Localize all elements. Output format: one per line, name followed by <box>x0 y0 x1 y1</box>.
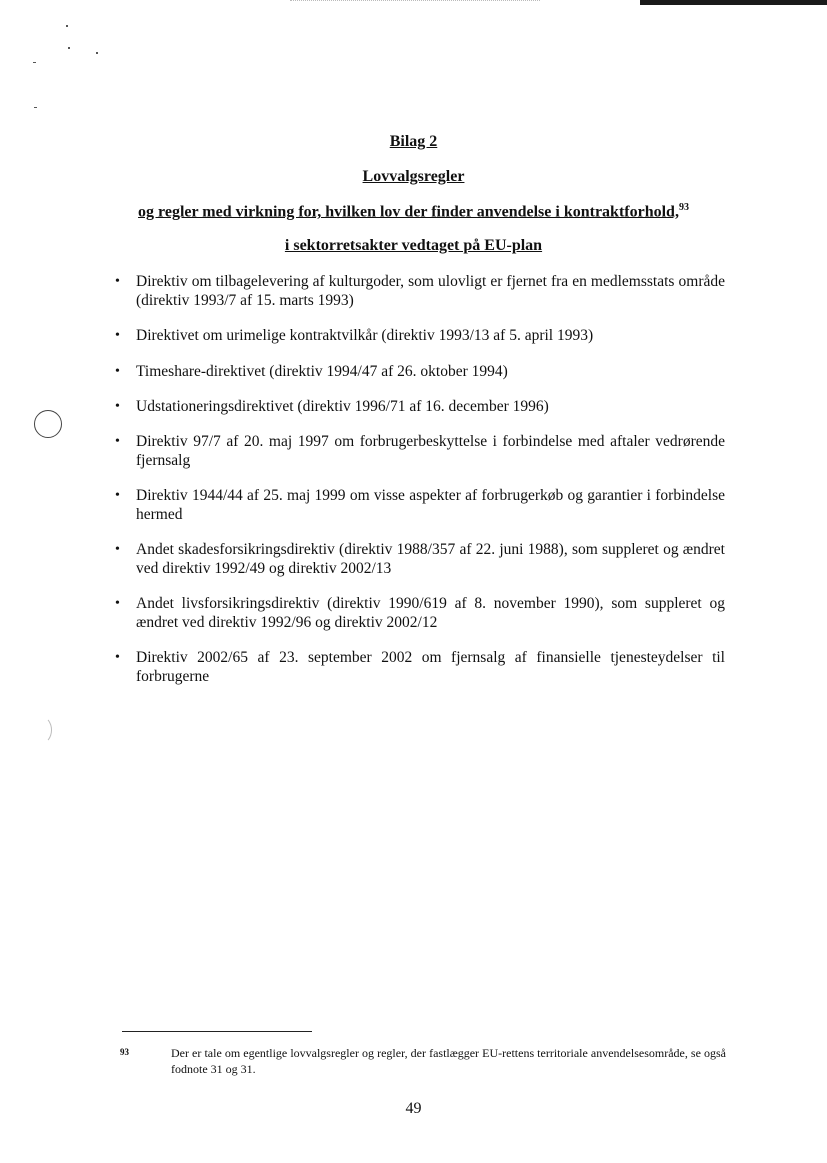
footnote-text: Der er tale om egentlige lovvalgsregler og regler, der fastlægger EU-rettens territoriale anvendelsesområde, se også fodnote 31 og 31. <box>171 1046 726 1076</box>
list-item-text: Direktiv 97/7 af 20. maj 1997 om forbrugerbeskyttelse i forbindelse med aftaler vedrørende fjernsalg <box>136 433 725 469</box>
bullet-icon: • <box>115 596 120 611</box>
list-item-text: Direktivet om urimelige kontraktvilkår (direktiv 1993/13 af 5. april 1993) <box>136 327 594 344</box>
document-subtitle: Lovvalgsregler <box>362 168 465 185</box>
bullet-icon: • <box>115 399 120 414</box>
punch-hole-shadow <box>30 716 52 744</box>
list-item <box>110 648 725 686</box>
footnote-divider <box>122 1031 312 1032</box>
scan-speck <box>66 25 68 27</box>
scan-noise <box>290 0 540 2</box>
list-item-text: Direktiv om tilbagelevering af kulturgoder, som ulovligt er fjernet fra en medlemsstats område (direktiv 1993/7 af 15. marts 1993) <box>136 273 725 309</box>
bullet-icon: • <box>115 488 120 503</box>
list-item <box>110 594 725 632</box>
punch-hole-mark <box>34 410 62 438</box>
list-item-text: Direktiv 2002/65 af 23. september 2002 om fjernsalg af finansielle tjenesteydelser til forbrugerne <box>136 649 725 685</box>
footnote-number: 93 <box>120 1047 129 1057</box>
list-item <box>110 486 725 524</box>
directive-list <box>110 268 725 686</box>
scan-edge-mark <box>640 0 827 5</box>
bullet-icon: • <box>115 542 120 557</box>
page-number: 49 <box>405 1100 422 1117</box>
bullet-icon: • <box>115 364 120 379</box>
list-item <box>110 397 725 416</box>
list-item-text: Andet livsforsikringsdirektiv (direktiv 1990/619 af 8. november 1990), som suppleret og ændret ved direktiv 1992/96 og direktiv 2002/12 <box>136 595 725 631</box>
list-item-text: Udstationeringsdirektivet (direktiv 1996/71 af 16. december 1996) <box>136 398 549 415</box>
scan-speck <box>33 62 36 63</box>
list-item <box>110 540 725 578</box>
list-item <box>110 272 725 310</box>
bullet-icon: • <box>115 328 120 343</box>
list-item <box>110 326 725 345</box>
list-item-text: Timeshare-direktivet (direktiv 1994/47 af 26. oktober 1994) <box>136 363 508 380</box>
bullet-icon: • <box>115 434 120 449</box>
footnote-reference: 93 <box>678 202 689 213</box>
list-item-text: Direktiv 1944/44 af 25. maj 1999 om visse aspekter af forbrugerkøb og garantier i forbindelse hermed <box>136 487 725 523</box>
heading-line-4: i sektorretsakter vedtaget på EU-plan <box>284 237 543 254</box>
scan-speck <box>34 107 37 108</box>
scan-speck <box>68 47 70 49</box>
list-item <box>110 362 725 381</box>
bullet-icon: • <box>115 274 120 289</box>
document-title: Bilag 2 <box>389 133 438 150</box>
scan-speck <box>96 52 98 54</box>
list-item <box>110 432 725 470</box>
bullet-icon: • <box>115 650 120 665</box>
heading-line-3: og regler med virkning for, hvilken lov der finder anvendelse i kontraktforhold,$^{93}$ <box>138 202 689 221</box>
list-item-text: Andet skadesforsikringsdirektiv (direktiv 1988/357 af 22. juni 1988), som suppleret og ændret ved direktiv 1992/49 og direktiv 2002/13 <box>136 541 725 577</box>
